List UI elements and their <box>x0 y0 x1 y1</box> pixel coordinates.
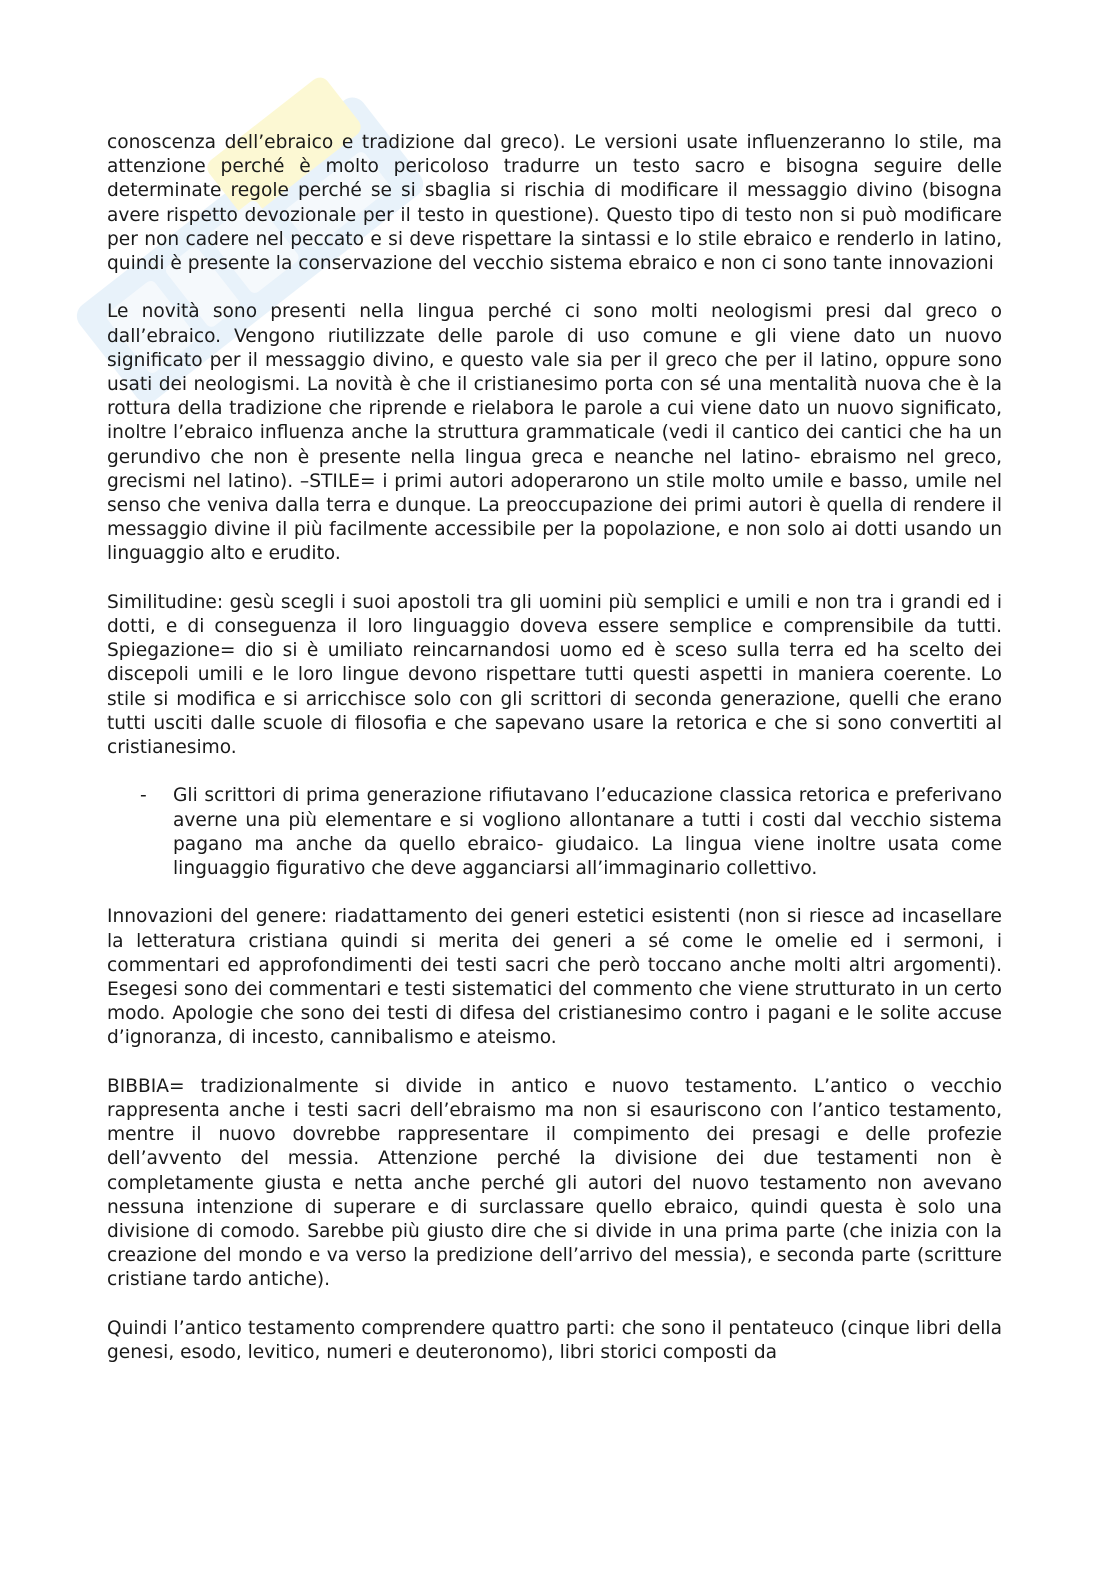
bullet-list-item <box>107 784 1002 881</box>
paragraph-1: conoscenza dell’ebraico e tradizione dal greco). Le versioni usate influenzeranno lo stile, ma attenzione perché è molto pericoloso tradurre un testo sacro e bisogna seguire delle determinate regole perché se si sbaglia si rischia di modificare il messaggio divino (bisogna avere rispetto devozionale per il testo in questione). Questo tipo di testo non si può modificare per non cadere nel peccato e si deve rispettare la sintassi e lo stile ebraico e renderlo in latino, quindi è presente la conservazione del vecchio sistema ebraico e non ci sono tante innovazioni <box>107 132 1002 275</box>
bullet-marker: - <box>140 785 147 807</box>
paragraph-6: Quindi l’antico testamento comprendere quattro parti: che sono il pentateuco (cinque libri della genesi, esodo, levitico, numeri e deuteronomo), libri storici composti da <box>107 1317 1002 1364</box>
paragraph-4: Innovazioni del genere: riadattamento dei generi estetici esistenti (non si riesce ad incasellare la letteratura cristiana quindi si merita dei generi a sé come le omelie ed i sermoni, i commentari ed approfondimenti dei testi sacri che però toccano anche molti altri argomenti). Esegesi sono dei commentari e testi sistematici del commento che viene strutturato in un certo modo. Apologie che sono dei testi di difesa del cristianesimo contro i pagani e le solite accuse d’ignoranza, di incesto, cannibalismo e ateismo. <box>107 906 1002 1049</box>
paragraph-5: BIBBIA= tradizionalmente si divide in antico e nuovo testamento. L’antico o vecchio rappresenta anche i testi sacri dell’ebraismo ma non si esauriscono con l’antico testamento, mentre il nuovo dovrebbe rappresentare il compimento dei presagi e delle profezie dell’avvento del messia. Attenzione perché la divisione dei due testamenti non è completamente giusta e netta anche perché gli autori del nuovo testamento non avevano nessuna intenzione di superare e di surclassare quello ebraico, quindi questa è solo una divisione di comodo. Sarebbe più giusto dire che si divide in una prima parte (che inizia con la creazione del mondo e va verso la predizione dell’arrivo del messia), e seconda parte (scritture cristiane tardo antiche). <box>107 1075 1002 1291</box>
document-body <box>107 131 1002 1365</box>
paragraph-3: Similitudine: gesù scegli i suoi apostoli tra gli uomini più semplici e umili e non tra i grandi ed i dotti, e di conseguenza il loro linguaggio doveva essere semplice e comprensibile da tutti. Spiegazione= dio si è umiliato reincarnandosi uomo ed è sceso sulla terra ed ha scelto dei discepoli umili e le loro lingue devono rispettare tutti questi aspetti in maniera coerente. Lo stile si modifica e si arricchisce solo con gli scrittori di seconda generazione, quelli che erano tutti usciti dalle scuole di filosofia e che sapevano usare la retorica e che si sono convertiti al cristianesimo. <box>107 591 1002 759</box>
paragraph-2: Le novità sono presenti nella lingua perché ci sono molti neologismi presi dal greco o dall’ebraico. Vengono riutilizzate delle parole di uso comune e gli viene dato un nuovo significato per il messaggio divino, e questo vale sia per il greco che per il latino, oppure sono usati dei neologismi. La novità è che il cristianesimo porta con sé una mentalità nuova che è la rottura della tradizione che riprende e rielabora le parole a cui viene dato un nuovo significato, inoltre l’ebraico influenza anche la struttura grammaticale (vedi il cantico dei cantici che ha un gerundivo che non è presente nella lingua greca e neanche nel latino- ebraismo nel greco, grecismi nel latino). –STILE= i primi autori adoperarono un stile molto umile e basso, umile nel senso che veniva dalla terra e dunque. La preoccupazione dei primi autori è quella di rendere il messaggio divine il più facilmente accessibile per la popolazione, e non solo ai dotti usando un linguaggio alto e erudito. <box>107 301 1002 565</box>
bullet-text: Gli scrittori di prima generazione rifiutavano l’educazione classica retorica e preferivano averne una più elementare e si vogliono allontanare a tutti i costi dal vecchio sistema pagano ma anche da quello ebraico- giudaico. La lingua viene inoltre usata come linguaggio figurativo che deve agganciarsi all’immaginario collettivo. <box>173 785 1002 880</box>
